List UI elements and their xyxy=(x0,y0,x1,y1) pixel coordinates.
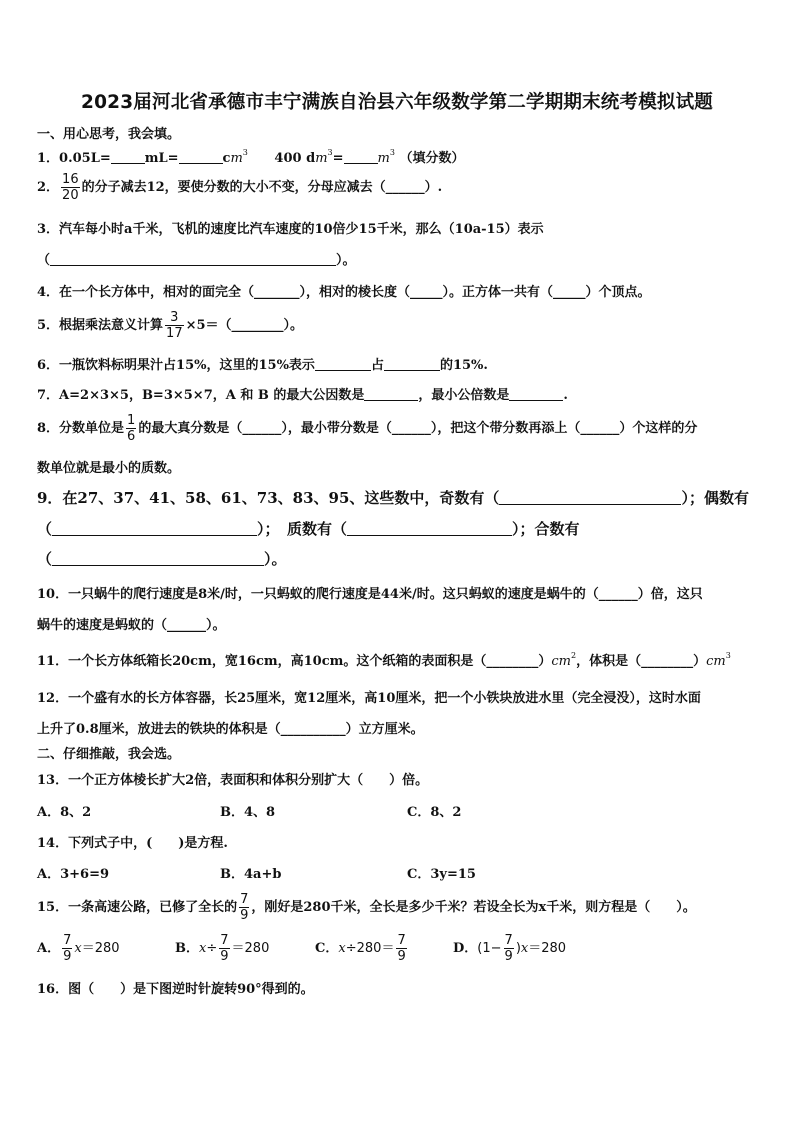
page-title: 2023届河北省承德市丰宁满族自治县六年级数学第二学期期末统考模拟试题 xyxy=(81,92,713,113)
q1-unit-m: m xyxy=(377,151,390,166)
q8-fraction: $\frac{1}{6}$ xyxy=(127,413,136,444)
q9-blank-odd[interactable] xyxy=(499,491,681,505)
question-13: 13．一个正方体棱长扩大2倍，表面积和体积分别扩大（ ）倍。 xyxy=(37,773,429,788)
question-10-line-2: 蜗牛的速度是蚂蚁的（______）。 xyxy=(37,618,226,633)
question-3-line-1: 3．汽车每小时a千米，飞机的速度比汽车速度的10倍少15千米，那么（10a-15）表示 xyxy=(37,222,544,237)
question-11: 11．一个长方体纸箱长20cm，宽16cm，高10cm。这个纸箱的表面积是$(\_\_\_\_\_\_\_\_)cm^2$，体积是$(\_\_\_\_\_\_\_\_)cm^3$ xyxy=(37,651,731,669)
q9-blank-composite[interactable] xyxy=(52,552,264,566)
question-10-line-1: 10．一只蜗牛的爬行速度是8米/时，一只蚂蚁的爬行速度是44米/时。这只蚂蚁的速度是蜗牛的（______）倍，这只 xyxy=(37,587,703,602)
q1-sup-2: 3 xyxy=(327,148,333,157)
section-heading-2: 二、仔细推敲，我会选。 xyxy=(37,747,181,762)
question-2 xyxy=(37,172,442,203)
q7-blank-2[interactable] xyxy=(509,387,563,401)
question-7: 7．A=2×3×5，B=3×5×7，A 和 B 的最大公因数是 ，最小公倍数是 . xyxy=(37,388,568,403)
question-1 xyxy=(37,147,464,166)
q13-option-b[interactable]: B．4、8 xyxy=(220,805,276,820)
q15-option-d[interactable]: D．(1− $\frac{7}{9}$ )x＝280 xyxy=(453,933,567,964)
q13-option-c[interactable]: C．8、2 xyxy=(407,805,462,820)
q14-option-c[interactable]: C．3y=15 xyxy=(407,867,476,882)
q6-blank-1[interactable] xyxy=(315,357,371,371)
question-12-line-2: 上升了0.8厘米，放进去的铁块的体积是（__________）立方厘米。 xyxy=(37,722,424,737)
question-8-line-2: 数单位就是最小的质数。 xyxy=(37,461,181,476)
question-6: 6．一瓶饮料标明果汁占15%，这里的15%表示 占 的15%. xyxy=(37,358,488,373)
question-9-line-1: 9．在27、37、41、58、61、73、83、95、这些数中，奇数有（ ）；偶数有 xyxy=(37,489,749,507)
q2-text: 的分子减去12，要使分数的大小不变，分母应减去（______）. xyxy=(81,180,443,195)
q1-blank-3[interactable] xyxy=(344,150,378,164)
q15-option-b[interactable]: B．x÷ $\frac{7}{9}$ ＝280 xyxy=(175,933,270,964)
q1-text-e: = xyxy=(332,151,344,166)
q9-blank-prime[interactable] xyxy=(347,522,512,536)
q14-option-a[interactable]: A．3+6=9 xyxy=(37,867,110,882)
q1-unit-dm: m xyxy=(315,151,328,166)
q6-blank-2[interactable] xyxy=(384,357,440,371)
q2-fraction: $\frac{16}{20}$ xyxy=(62,172,79,203)
question-12-line-1: 12．一个盛有水的长方体容器，长25厘米，宽12厘米，高10厘米，把一个小铁块放进水里（完全浸没），这时水面 xyxy=(37,691,701,706)
q1-note: （填分数） xyxy=(399,151,465,166)
q13-option-a[interactable]: A．8、2 xyxy=(37,805,92,820)
question-16: 16．图（ ）是下图逆时针旋转90°得到的。 xyxy=(37,982,314,997)
q5-fraction: $\frac{3}{17}$ xyxy=(166,310,183,341)
question-15: 15．一条高速公路，已修了全长的 $\frac{7}{9}$ ，刚好是280千米，全长是多少千米？若设全长为x千米，则方程是（ ）。 xyxy=(37,892,696,923)
q1-text-c: c xyxy=(222,151,231,166)
q15-option-c[interactable]: C．x÷280＝ $\frac{7}{9}$ xyxy=(315,933,406,964)
question-3-line-2: （ ）。 xyxy=(37,253,356,268)
question-9-line-2: （ ）； 质数有（ ）；合数有 xyxy=(37,520,580,538)
q1-text-d: 400 d xyxy=(274,151,316,166)
q1-sup-3: 3 xyxy=(389,148,395,157)
q7-blank-1[interactable] xyxy=(364,387,418,401)
q15-fraction: $\frac{7}{9}$ xyxy=(240,892,249,923)
q1-blank-2[interactable] xyxy=(179,150,223,164)
section-heading-1: 一、用心思考，我会填。 xyxy=(37,127,181,142)
q1-unit-cm: m xyxy=(230,151,243,166)
question-9-line-3: （ ）。 xyxy=(37,550,287,568)
q15-option-a[interactable]: A． $\frac{7}{9}$ x＝280 xyxy=(37,933,120,964)
q1-text-a: 1．0.05L= xyxy=(37,151,111,166)
question-5: 5．根据乘法意义计算 $\frac{3}{17}$ ×5＝（________）。 xyxy=(37,310,304,341)
q1-blank-1[interactable] xyxy=(111,150,145,164)
q2-number: 2． xyxy=(37,180,60,195)
question-4: 4．在一个长方体中，相对的面完全（_______），相对的棱长度（_____）。正方体一共有（_____）个顶点。 xyxy=(37,285,651,300)
q1-sup: 3 xyxy=(242,148,248,157)
q9-blank-even[interactable] xyxy=(52,522,257,536)
q1-text-b: mL= xyxy=(144,151,179,166)
q3-blank[interactable] xyxy=(50,252,336,266)
question-14: 14．下列式子中，( )是方程. xyxy=(37,836,228,851)
question-8: 8．分数单位是 $\frac{1}{6}$ 的最大真分数是（______），最小带分数是（______），把这个带分数再添上（______）个这样的分 xyxy=(37,413,698,444)
q14-option-b[interactable]: B．4a+b xyxy=(220,867,282,882)
